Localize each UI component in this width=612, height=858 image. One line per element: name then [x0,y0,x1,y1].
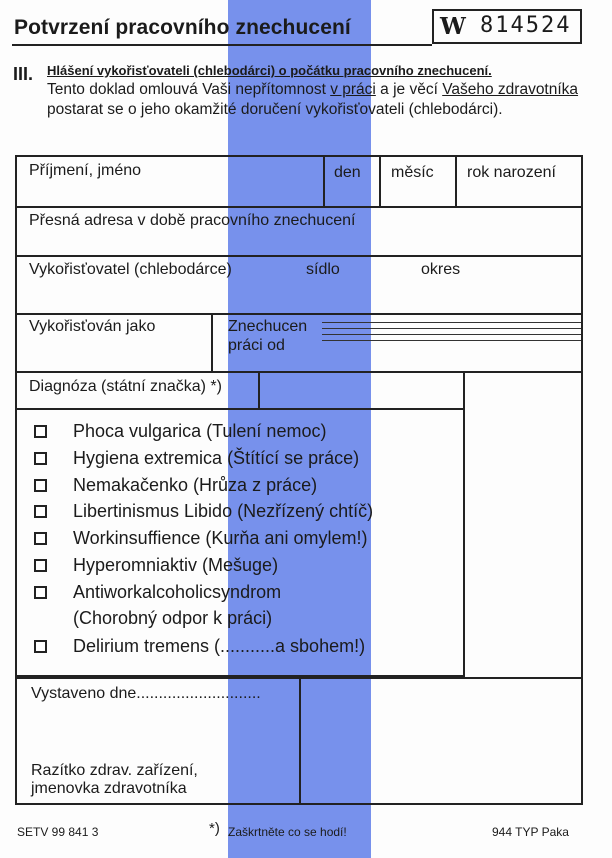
intro-part-1: Tento doklad omlouvá Vaši nepřítomnost [47,81,331,98]
row-divider [15,408,465,410]
diagnosis-item-workinsuffience: Workinsuffience (Kurňa ani omylem!) [73,528,368,548]
divider [379,157,381,206]
diagnosis-item-hygiena: Hygiena extremica (Štítící se práce) [73,448,360,468]
divider [299,677,301,805]
row-divider [15,313,583,315]
employer-label: Vykořisťovatel (chlebodárce) [29,261,232,278]
diagnosis-item-antiworkalcoholic: Antiworkalcoholicsyndrom [73,582,282,602]
section-heading: Hlášení vykořisťovateli (chlebodárci) o počátku pracovního znechucení. [47,63,492,78]
checkbox-libertinismus[interactable] [34,505,47,518]
fill-line [322,334,581,335]
checkbox-hyperomniaktiv[interactable] [34,559,47,572]
diagnosis-item-delirium: Delirium tremens (...........a sbohem!) [73,636,366,656]
footer-type: 944 TYP Paka [492,825,569,839]
checkbox-hygiena[interactable] [34,452,47,465]
row-divider [15,206,583,208]
serial-number: 814524 [480,13,572,38]
intro-part-2: a je věcí [375,81,443,98]
footer-code: SETV 99 841 3 [17,825,99,839]
issued-label: Vystaveno dne............................ [31,685,261,702]
diagnosis-item-hyperomniaktiv: Hyperomniaktiv (Mešuge) [73,555,279,575]
diagnosis-label: Diagnóza (státní značka) *) [29,378,222,395]
checkbox-delirium[interactable] [34,640,47,653]
divider [211,315,213,372]
divider [258,373,260,410]
stamp-label-2: jmenovka zdravotníka [31,780,187,797]
intro-link-work: v práci [330,81,376,98]
checkbox-workinsuffience[interactable] [34,532,47,545]
checkbox-phoca[interactable] [34,425,47,438]
section-number: III. [13,64,34,84]
stamp-label-1: Razítko zdrav. zařízení, [31,762,198,779]
diagnosis-box [15,371,465,677]
divider [455,157,457,206]
diagnosis-item-libertinismus: Libertinismus Libido (Nezřízený chtíč) [73,501,374,521]
seat-label: sídlo [306,261,340,278]
intro-text [47,80,592,120]
month-label: měsíc [391,164,434,181]
diagnosis-item-phoca: Phoca vulgarica (Tulení nemoc) [73,421,327,441]
diagnosis-item-nemakacenko: Nemakačenko (Hrůza z práce) [73,475,318,495]
row-divider [15,255,583,257]
fill-line [322,340,581,341]
title-underline [12,44,432,46]
district-label: okres [421,261,461,278]
surname-name-label: Příjmení, jméno [29,162,142,179]
checkbox-nemakacenko[interactable] [34,479,47,492]
day-label: den [334,164,361,181]
form-title: Potvrzení pracovního znechucení [14,16,351,39]
fill-line [322,328,581,329]
divider [323,157,325,206]
checkbox-antiworkalcoholic[interactable] [34,586,47,599]
birth-year-label: rok narození [467,164,556,181]
intro-link-health: Vašeho zdravotníka [442,81,579,98]
disgusted-since-label-2: práci od [228,337,285,354]
footer-note: Zaškrtněte co se hodí! [228,825,347,839]
address-label: Přesná adresa v době pracovního znechucení [29,212,356,229]
intro-part-3: postarat se o jeho okamžité doručení vykořisťovateli (chlebodárci). [47,101,503,118]
diagnosis-item-antiworkalcoholic-note: (Chorobný odpor k práci) [73,608,273,628]
exploited-as-label: Vykořisťován jako [29,318,156,335]
footer-asterisk: *) [209,820,220,837]
fill-line [322,322,581,323]
disgusted-since-label-1: Znechucen [228,318,308,335]
serial-prefix: W [440,13,466,40]
